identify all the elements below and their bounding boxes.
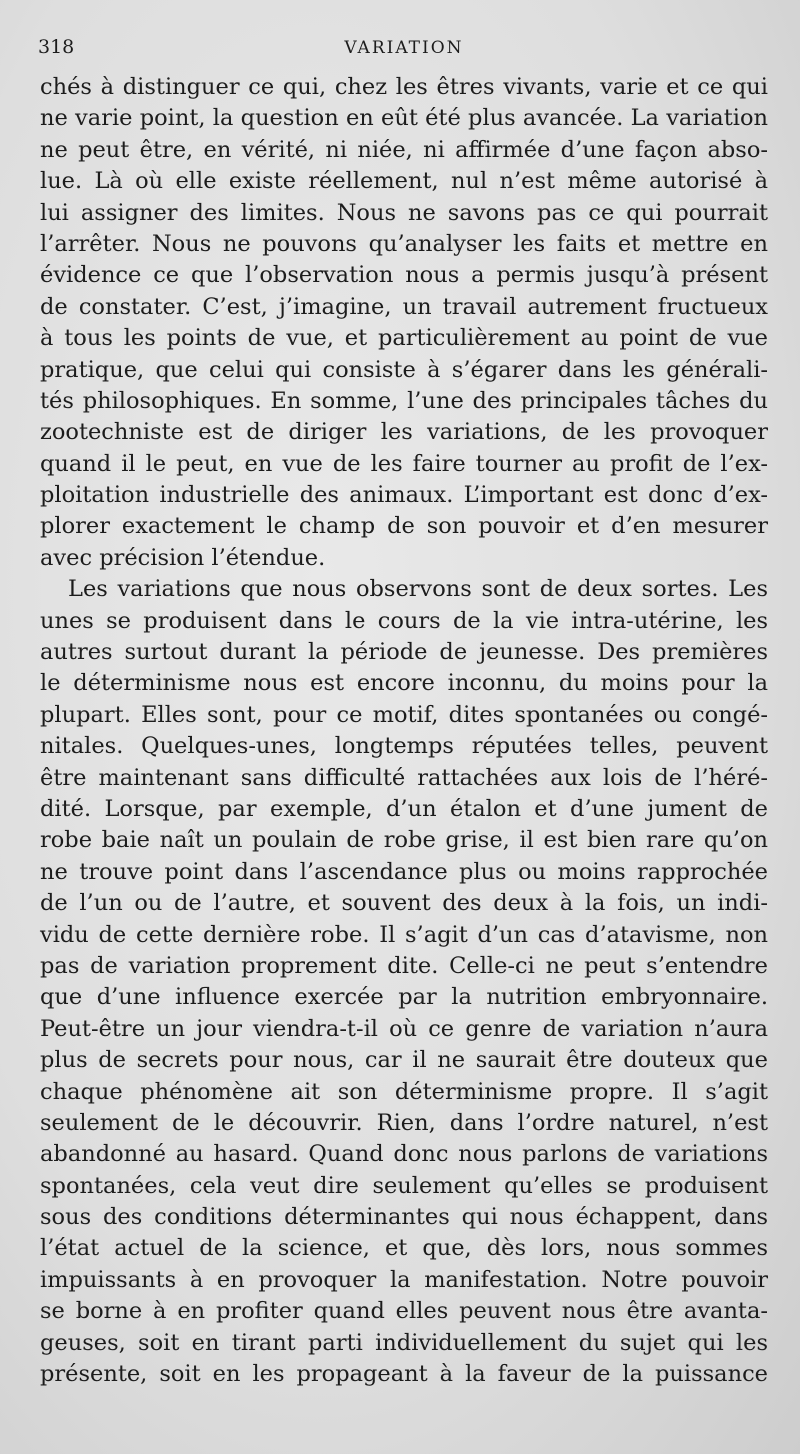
body-text xyxy=(40,72,768,1390)
running-head xyxy=(38,36,770,62)
text-line: abandonné au hasard. Quand donc nous parlons de variations xyxy=(40,1141,768,1168)
text-line: unes se produisent dans le cours de la vie intra-utérine, les xyxy=(40,607,768,634)
text-line: évidence ce que l’observation nous a permis jusqu’à présent xyxy=(40,262,768,289)
text-line: dité. Lorsque, par exemple, d’un étalon et d’une jument de xyxy=(40,795,768,822)
text-line: vidu de cette dernière robe. Il s’agit d’un cas d’atavisme, non xyxy=(40,921,768,948)
text-line: plorer exactement le champ de son pouvoir et d’en mesurer xyxy=(40,513,768,540)
text-line: à tous les points de vue, et particulièrement au point de vue xyxy=(40,325,768,352)
text-line: autres surtout durant la période de jeunesse. Des premières xyxy=(40,639,768,666)
text-line: geuses, soit en tirant parti individuellement du sujet qui les xyxy=(40,1329,768,1356)
text-line: plupart. Elles sont, pour ce motif, dites spontanées ou congé- xyxy=(40,701,768,728)
running-title: VARIATION xyxy=(344,38,464,58)
text-line: de l’un ou de l’autre, et souvent des deux à la fois, un indi- xyxy=(40,890,768,917)
text-line: nitales. Quelques-unes, longtemps réputées telles, peuvent xyxy=(40,733,768,760)
text-line: se borne à en profiter quand elles peuvent nous être avanta- xyxy=(40,1298,768,1325)
text-line: seulement de le découvrir. Rien, dans l’ordre naturel, n’est xyxy=(40,1109,768,1136)
text-line: lui assigner des limites. Nous ne savons pas ce qui pourrait xyxy=(40,199,768,226)
text-line: ploitation industrielle des animaux. L’important est donc d’ex- xyxy=(40,482,768,509)
text-line: plus de secrets pour nous, car il ne saurait être douteux que xyxy=(40,1047,768,1074)
page-number: 318 xyxy=(38,36,75,58)
text-line: quand il le peut, en vue de les faire tourner au profit de l’ex- xyxy=(40,450,768,477)
text-line: ne varie point, la question en eût été plus avancée. La variation xyxy=(40,105,768,132)
text-line: chaque phénomène ait son déterminisme propre. Il s’agit xyxy=(40,1078,768,1105)
text-line: que d’une influence exercée par la nutrition embryonnaire. xyxy=(40,984,768,1011)
text-line: lue. Là où elle existe réellement, nul n’est même autorisé à xyxy=(40,168,768,195)
text-line: avec précision l’étendue. xyxy=(40,544,326,571)
text-line: sous des conditions déterminantes qui nous échappent, dans xyxy=(40,1204,768,1231)
text-line: chés à distinguer ce qui, chez les êtres vivants, varie et ce qui xyxy=(40,74,768,100)
text-line: ne trouve point dans l’ascendance plus ou moins rapprochée xyxy=(40,858,768,885)
text-line: le déterminisme nous est encore inconnu, du moins pour la xyxy=(40,670,768,697)
text-line: pratique, que celui qui consiste à s’égarer dans les générali- xyxy=(40,356,768,383)
text-line: l’arrêter. Nous ne pouvons qu’analyser les faits et mettre en xyxy=(40,230,768,257)
text-line: zootechniste est de diriger les variations, de les provoquer xyxy=(40,419,768,446)
text-line: pas de variation proprement dite. Celle-ci ne peut s’entendre xyxy=(40,952,768,979)
text-line: Les variations que nous observons sont de deux sortes. Les xyxy=(68,576,768,603)
text-line: impuissants à en provoquer la manifestation. Notre pouvoir xyxy=(40,1266,768,1293)
text-line: l’état actuel de la science, et que, dès lors, nous sommes xyxy=(40,1235,768,1262)
text-line: ne peut être, en vérité, ni niée, ni affirmée d’une façon abso- xyxy=(40,136,768,163)
text-line: de constater. C’est, j’imagine, un travail autrement fructueux xyxy=(40,293,768,320)
text-line: tés philosophiques. En somme, l’une des principales tâches du xyxy=(40,387,768,414)
text-line: spontanées, cela veut dire seulement qu’elles se produisent xyxy=(40,1172,768,1199)
text-line: robe baie naît un poulain de robe grise, il est bien rare qu’on xyxy=(40,827,768,854)
text-line: Peut-être un jour viendra-t-il où ce genre de variation n’aura xyxy=(40,1015,768,1042)
text-line: présente, soit en les propageant à la faveur de la puissance xyxy=(40,1361,768,1388)
text-line: être maintenant sans difficulté rattachées aux lois de l’héré- xyxy=(40,764,768,791)
